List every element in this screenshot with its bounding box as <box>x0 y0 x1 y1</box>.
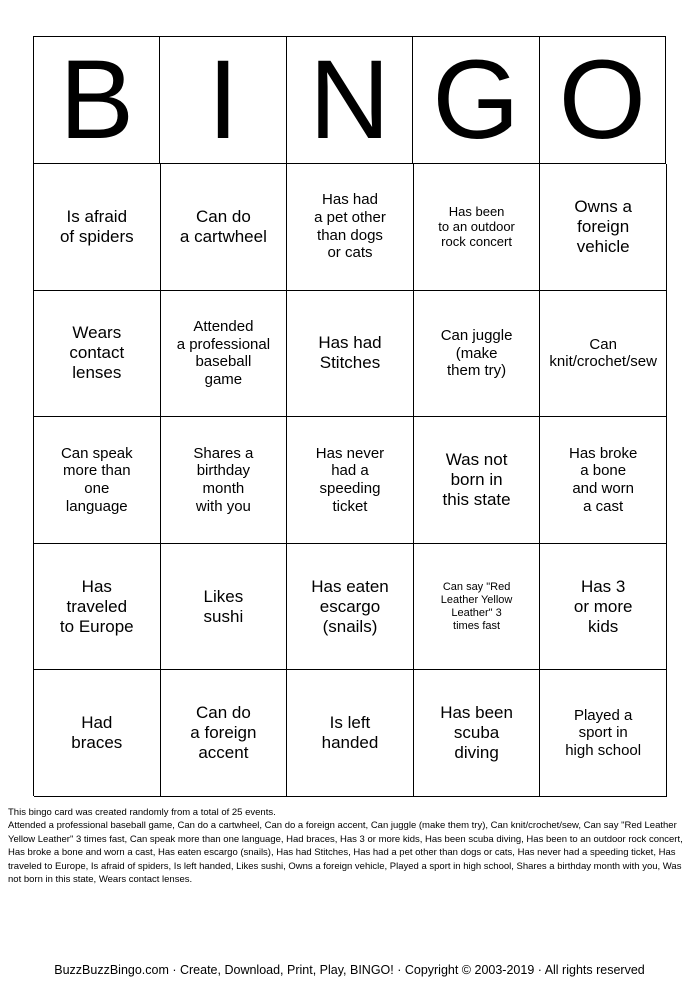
header-letter-n: N <box>287 37 413 164</box>
bingo-cell: Can knit/crochet/sew <box>540 291 667 418</box>
header-letter-o: O <box>540 37 666 164</box>
bingo-cell: Has had a pet other than dogs or cats <box>287 164 414 291</box>
bingo-cell: Can juggle (make them try) <box>414 291 541 418</box>
bingo-cell: Is left handed <box>287 670 414 797</box>
bingo-cell: Has been scuba diving <box>414 670 541 797</box>
bingo-cell: Has had Stitches <box>287 291 414 418</box>
bingo-cell: Had braces <box>34 670 161 797</box>
header-letter-g: G <box>413 37 539 164</box>
bingo-cell: Can speak more than one language <box>34 417 161 544</box>
bingo-cell: Can say "Red Leather Yellow Leather" 3 times fast <box>414 544 541 671</box>
card-footnote <box>8 806 692 887</box>
bingo-cell: Has 3 or more kids <box>540 544 667 671</box>
header-letter-b: B <box>34 37 160 164</box>
bingo-cell: Attended a professional baseball game <box>161 291 288 418</box>
bingo-grid <box>34 164 666 797</box>
footnote-intro: This bingo card was created randomly from a total of 25 events. <box>8 807 276 818</box>
bingo-cell: Was not born in this state <box>414 417 541 544</box>
bingo-cell: Shares a birthday month with you <box>161 417 288 544</box>
bingo-card <box>33 36 666 796</box>
bingo-header-row <box>34 37 666 164</box>
bingo-cell: Can do a foreign accent <box>161 670 288 797</box>
bingo-cell: Is afraid of spiders <box>34 164 161 291</box>
bingo-cell: Has never had a speeding ticket <box>287 417 414 544</box>
bingo-cell: Has broke a bone and worn a cast <box>540 417 667 544</box>
bingo-cell: Wears contact lenses <box>34 291 161 418</box>
bingo-cell: Owns a foreign vehicle <box>540 164 667 291</box>
bingo-cell: Has been to an outdoor rock concert <box>414 164 541 291</box>
header-letter-i: I <box>160 37 286 164</box>
footnote-event-list: Attended a professional baseball game, Can do a cartwheel, Can do a foreign accent, Can juggle (make them try), Can knit/crochet/sew, Can say "Red Leather Yellow Leather" 3 times fast, Can speak more than one language, Had braces, Has 3 or more kids, Has been scuba diving, Has been to an outdoor rock concert, Has broke a bone and worn a cast, Has eaten escargo (snails), Has had Stitches, Has had a pet other than dogs or cats, Has never had a speeding ticket, Has traveled to Europe, Is afraid of spiders, Is left handed, Likes sushi, Owns a foreign vehicle, Played a sport in high school, Shares a birthday month with you, Was not born in this state, Wears contact lenses. <box>8 820 683 886</box>
bingo-cell: Played a sport in high school <box>540 670 667 797</box>
site-footer: BuzzBuzzBingo.com · Create, Download, Print, Play, BINGO! · Copyright © 2003-2019 · All rights reserved <box>54 963 645 977</box>
bingo-cell: Has traveled to Europe <box>34 544 161 671</box>
bingo-cell: Can do a cartwheel <box>161 164 288 291</box>
bingo-cell: Has eaten escargo (snails) <box>287 544 414 671</box>
bingo-cell: Likes sushi <box>161 544 288 671</box>
